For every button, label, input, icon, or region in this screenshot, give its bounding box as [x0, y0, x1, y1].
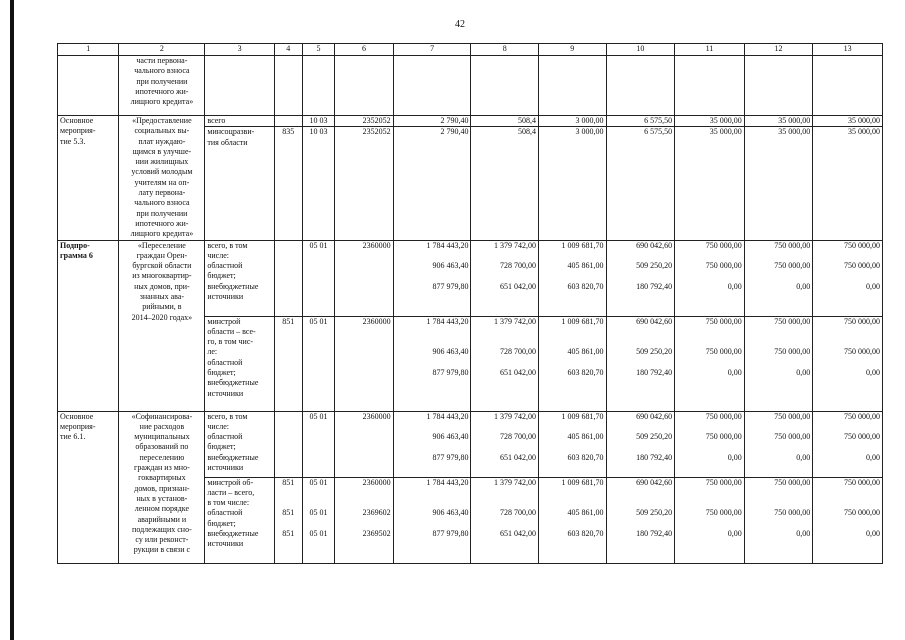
value-cell: 1 379 742,00 728 700,00 651 042,00 — [471, 316, 539, 411]
csr-cell: 2352052 — [335, 127, 393, 240]
value-cell: 1 784 443,20 906 463,40 877 979,80 — [393, 411, 471, 477]
value-cell: 1 009 681,70 405 861,00 603 820,70 — [539, 316, 607, 411]
value-cell: 750 000,00 750 000,00 0,00 — [744, 240, 813, 316]
value-cell: 3 000,00 — [539, 116, 607, 127]
col-header: 13 — [813, 44, 883, 56]
value-cell: 1 009 681,70 405 861,00 603 820,70 — [539, 240, 607, 316]
value-cell: 750 000,00 750 000,00 0,00 — [744, 477, 813, 563]
col-header: 7 — [393, 44, 471, 56]
col-header: 3 — [205, 44, 275, 56]
value-cell: 690 042,60 509 250,20 180 792,40 — [606, 240, 675, 316]
page-edge-bar — [10, 0, 14, 640]
activity-name-cell: «Предоставление социальных вы- плат нуждаю- щимся в улучше- нии жилищных условий молодым учителям на оп- лату первона- чального взноса при получении ипотечного жи- лищного кредита» — [119, 116, 205, 241]
value-cell: 6 575,50 — [606, 127, 675, 240]
grbs-cell — [274, 240, 302, 316]
value-cell: 750 000,00 750 000,00 0,00 — [744, 411, 813, 477]
rzpr-cell: 05 01 05 01 05 01 — [302, 477, 335, 563]
value-cell: 6 575,50 — [606, 116, 675, 127]
csr-cell: 2360000 — [335, 316, 393, 411]
responsible-cell: всего, в том числе: областной бюджет; внебюджетные источники — [205, 240, 275, 316]
col-header: 4 — [274, 44, 302, 56]
grbs-cell — [274, 411, 302, 477]
activity-name-cell: «Софинансирова- ние расходов муниципальных образований по переселению граждан из мно- гоквартирных домов, признан- ных в установ- ленном порядке аварийными и подлежащих сно- су или реконст- рукции в связи с — [119, 411, 205, 563]
value-cell: 750 000,00 750 000,00 0,00 — [675, 411, 745, 477]
value-cell: 1 784 443,20 906 463,40 877 979,80 — [393, 316, 471, 411]
value-cell: 508,4 — [471, 127, 539, 240]
col-header: 2 — [119, 44, 205, 56]
value-cell: 35 000,00 — [675, 127, 745, 240]
rzpr-cell: 05 01 — [302, 411, 335, 477]
table-row — [58, 411, 883, 477]
value-cell: 35 000,00 — [675, 116, 745, 127]
value-cell: 2 790,40 — [393, 127, 471, 240]
value-cell: 3 000,00 — [539, 127, 607, 240]
responsible-cell: всего, в том числе: областной бюджет; внебюджетные источники — [205, 411, 275, 477]
value-cell: 750 000,00 750 000,00 0,00 — [675, 477, 745, 563]
value-cell: 750 000,00 750 000,00 0,00 — [675, 240, 745, 316]
value-cell: 1 379 742,00 728 700,00 651 042,00 — [471, 240, 539, 316]
grbs-cell — [274, 116, 302, 127]
value-cell: 1 379 742,00 728 700,00 651 042,00 — [471, 411, 539, 477]
responsible-cell: минстрой области – все- го, в том чис- ле: областной бюджет; внебюджетные источники — [205, 316, 275, 411]
grbs-cell: 851 851 851 — [274, 477, 302, 563]
value-cell: 1 379 742,00 728 700,00 651 042,00 — [471, 477, 539, 563]
column-number-row — [58, 44, 883, 56]
table-row — [58, 116, 883, 127]
responsible-cell: минсоцразви- тия области — [205, 127, 275, 240]
value-cell: 1 009 681,70 405 861,00 603 820,70 — [539, 411, 607, 477]
csr-cell: 2360000 — [335, 240, 393, 316]
responsible-cell: всего — [205, 116, 275, 127]
col-header: 5 — [302, 44, 335, 56]
value-cell: 35 000,00 — [813, 116, 883, 127]
col-header: 11 — [675, 44, 745, 56]
col-header: 12 — [744, 44, 813, 56]
csr-cell: 2360000 — [335, 411, 393, 477]
value-cell: 35 000,00 — [813, 127, 883, 240]
csr-cell: 2360000 2369602 2369502 — [335, 477, 393, 563]
value-cell: 1 784 443,20 906 463,40 877 979,80 — [393, 477, 471, 563]
value-cell: 2 790,40 — [393, 116, 471, 127]
value-cell: 750 000,00 750 000,00 0,00 — [813, 411, 883, 477]
value-cell: 690 042,60 509 250,20 180 792,40 — [606, 477, 675, 563]
col-header: 6 — [335, 44, 393, 56]
col-header: 9 — [539, 44, 607, 56]
value-cell: 750 000,00 750 000,00 0,00 — [675, 316, 745, 411]
col-header: 1 — [58, 44, 119, 56]
activity-name-cell: части первона- чального взноса при получении ипотечного жи- лищного кредита» — [119, 56, 205, 116]
csr-cell: 2352052 — [335, 116, 393, 127]
rzpr-cell: 10 03 — [302, 116, 335, 127]
activity-name-cell: «Переселение граждан Орен- бургской области из многоквартир- ных домов, при- знанных ава- рийными, в 2014–2020 годах» — [119, 240, 205, 411]
grbs-cell: 835 — [274, 127, 302, 240]
col-header: 8 — [471, 44, 539, 56]
value-cell: 750 000,00 750 000,00 0,00 — [813, 240, 883, 316]
value-cell: 690 042,60 509 250,20 180 792,40 — [606, 316, 675, 411]
value-cell: 1 009 681,70 405 861,00 603 820,70 — [539, 477, 607, 563]
responsible-cell: минстрой об- ласти – всего, в том числе: областной бюджет; внебюджетные источники — [205, 477, 275, 563]
grbs-cell: 851 — [274, 316, 302, 411]
rzpr-cell: 05 01 — [302, 240, 335, 316]
table-row — [58, 56, 883, 116]
table-row — [58, 240, 883, 316]
value-cell: 35 000,00 — [744, 127, 813, 240]
program-label-cell: Основное мероприя- тие 5.3. — [58, 116, 119, 241]
value-cell: 35 000,00 — [744, 116, 813, 127]
col-header: 10 — [606, 44, 675, 56]
page-number: 42 — [455, 19, 465, 30]
program-label-cell: Подпро- грамма 6 — [58, 240, 119, 411]
value-cell: 750 000,00 750 000,00 0,00 — [813, 316, 883, 411]
value-cell: 1 784 443,20 906 463,40 877 979,80 — [393, 240, 471, 316]
rzpr-cell: 10 03 — [302, 127, 335, 240]
program-label-cell: Основное мероприя- тие 6.1. — [58, 411, 119, 563]
value-cell: 508,4 — [471, 116, 539, 127]
value-cell: 750 000,00 750 000,00 0,00 — [744, 316, 813, 411]
budget-table — [57, 43, 883, 564]
rzpr-cell: 05 01 — [302, 316, 335, 411]
value-cell: 690 042,60 509 250,20 180 792,40 — [606, 411, 675, 477]
value-cell: 750 000,00 750 000,00 0,00 — [813, 477, 883, 563]
